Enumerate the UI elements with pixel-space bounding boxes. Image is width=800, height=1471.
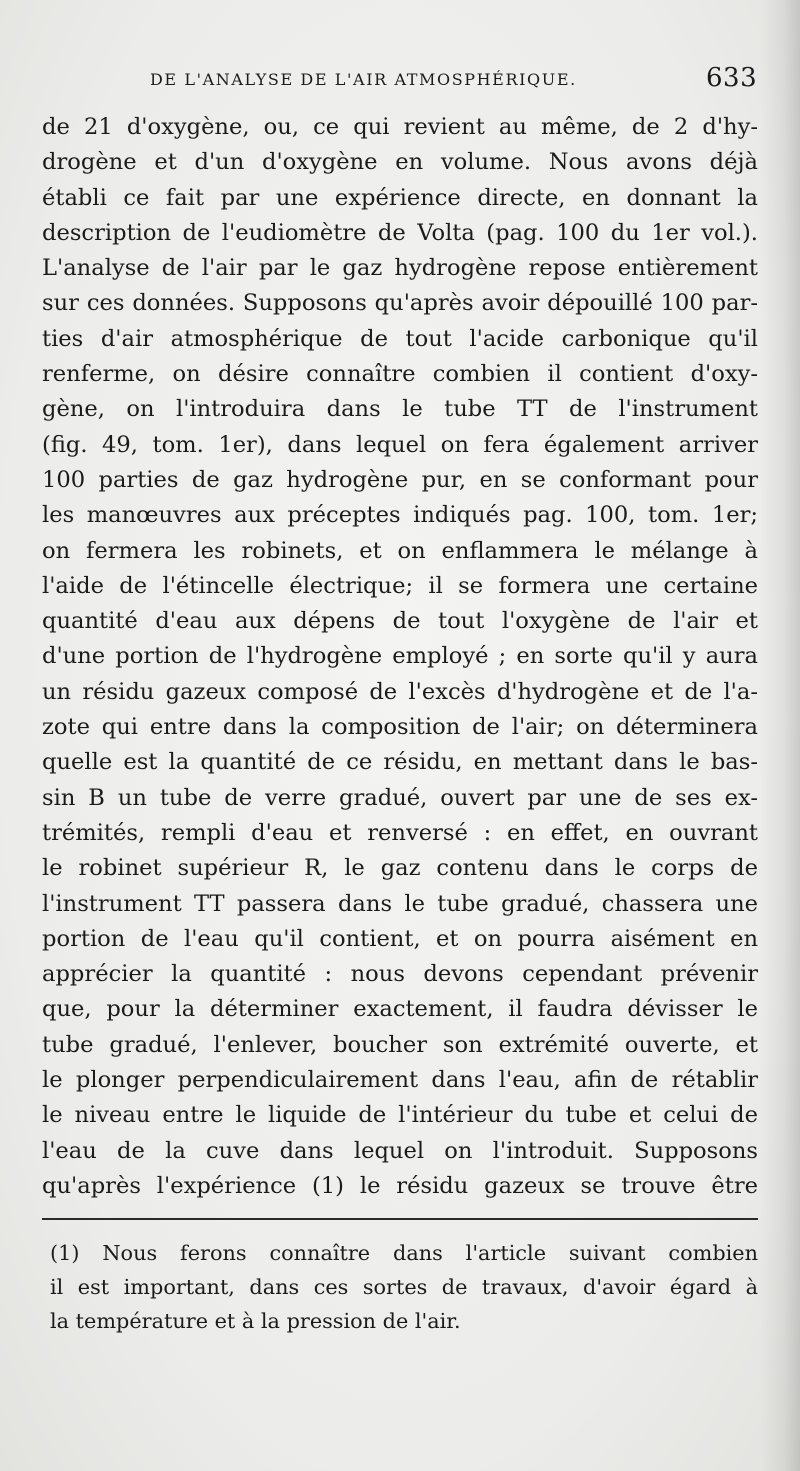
- footnote-line: la température et à la pression de l'air.: [50, 1309, 461, 1333]
- text-line: (fig. 49, tom. 1er), dans lequel on fera également arriver: [42, 431, 758, 458]
- footnote-line: il est important, dans ces sortes de travaux, d'avoir égard à: [50, 1275, 758, 1299]
- text-line: zote qui entre dans la composition de l'air; on déterminera: [42, 714, 758, 741]
- text-line: ties d'air atmosphérique de tout l'acide carbonique qu'il: [42, 325, 758, 352]
- text-line: l'eau de la cuve dans lequel on l'introduit. Supposons: [42, 1137, 758, 1164]
- text-line: description de l'eudiomètre de Volta (pag. 100 du 1er vol.).: [42, 219, 758, 246]
- text-line: sur ces données. Supposons qu'après avoir dépouillé 100 par-: [42, 290, 758, 317]
- text-line: que, pour la déterminer exactement, il faudra dévisser le: [42, 996, 758, 1023]
- text-line: d'une portion de l'hydrogène employé ; en sorte qu'il y aura: [42, 643, 758, 670]
- text-line: trémités, rempli d'eau et renversé : en effet, en ouvrant: [42, 819, 758, 846]
- text-line: portion de l'eau qu'il contient, et on pourra aisément en: [42, 925, 758, 952]
- text-line: gène, on l'introduira dans le tube TT de l'instrument: [42, 396, 758, 423]
- body-text: [42, 110, 758, 1204]
- text-line: 100 parties de gaz hydrogène pur, en se conformant pour: [42, 466, 758, 493]
- text-line: drogène et d'un d'oxygène en volume. Nous avons déjà: [42, 149, 758, 176]
- text-line: quantité d'eau aux dépens de tout l'oxygène de l'air et: [42, 608, 758, 635]
- text-line: on fermera les robinets, et on enflammera le mélange à: [42, 537, 758, 564]
- text-line: L'analyse de l'air par le gaz hydrogène repose entièrement: [42, 255, 758, 282]
- text-line: le plonger perpendiculairement dans l'eau, afin de rétablir: [42, 1067, 758, 1094]
- text-line: sin B un tube de verre gradué, ouvert par une de ses ex-: [42, 784, 758, 811]
- footnote-separator: [42, 1218, 758, 1220]
- text-line: l'instrument TT passera dans le tube gradué, chassera une: [42, 890, 758, 917]
- footnote: [50, 1236, 758, 1338]
- text-line: quelle est la quantité de ce résidu, en mettant dans le bas-: [42, 749, 758, 776]
- text-line: un résidu gazeux composé de l'excès d'hydrogène et de l'a-: [42, 678, 758, 705]
- text-line: établi ce fait par une expérience directe, en donnant la: [42, 184, 758, 211]
- text-line: l'aide de l'étincelle électrique; il se formera une certaine: [42, 572, 758, 599]
- text-line: renferme, on désire connaître combien il contient d'oxy-: [42, 361, 758, 388]
- page-edge-shadow: [760, 0, 800, 1471]
- text-line: tube gradué, l'enlever, boucher son extrémité ouverte, et: [42, 1031, 758, 1058]
- text-line: apprécier la quantité : nous devons cependant prévenir: [42, 961, 758, 988]
- footnote-line: (1) Nous ferons connaître dans l'article suivant combien: [50, 1241, 758, 1265]
- running-title: DE L'ANALYSE DE L'AIR ATMOSPHÉRIQUE.: [150, 70, 577, 89]
- page-number: 633: [706, 63, 758, 93]
- text-line: de 21 d'oxygène, ou, ce qui revient au même, de 2 d'hy-: [42, 114, 758, 140]
- text-line: le robinet supérieur R, le gaz contenu dans le corps de: [42, 855, 758, 882]
- text-line: le niveau entre le liquide de l'intérieur du tube et celui de: [42, 1102, 758, 1129]
- text-line: les manœuvres aux préceptes indiqués pag. 100, tom. 1er;: [42, 502, 758, 529]
- text-line: qu'après l'expérience (1) le résidu gazeux se trouve être: [42, 1172, 758, 1199]
